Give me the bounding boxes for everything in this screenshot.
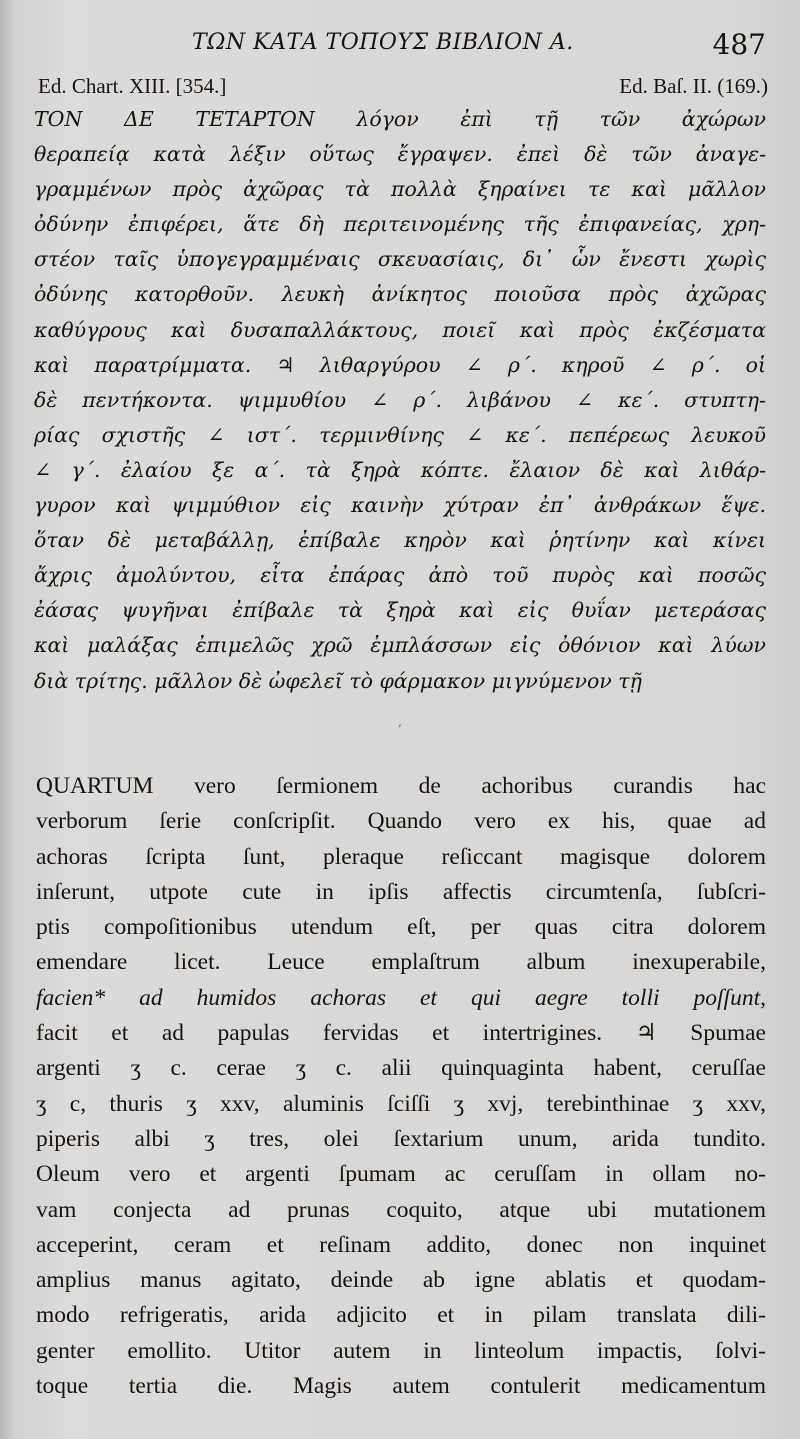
greek-line: ΤΟΝ ΔΕ ΤΕΤΑΡΤΟΝ λόγον ἐπὶ τῇ τῶν ἀχώρων (34, 107, 766, 131)
greek-line: ρίας σχιστῆς ∠ ιστ΄. τερμινθίνης ∠ κε΄. πεπέρεως λευκοῦ (34, 422, 766, 447)
greek-line: ὀδύνης κατορθοῦν. λευκὴ ἀνίκητος ποιοῦσα πρὸς ἀχῶρας (34, 282, 766, 307)
page-number: 487 (712, 28, 766, 61)
latin-line: piperis albi ʒ tres, olei ſextarium unum, arida tundito. (36, 1125, 766, 1152)
latin-line: inſerunt, utpote cute in ipſis affectis circumtenſa, ſubſcri- (36, 878, 766, 905)
latin-line: QUARTUM vero ſermionem de achoribus curandis hac (36, 773, 766, 799)
greek-line: διὰ τρίτης. μᾶλλον δὲ ὠφελεῖ τὸ φάρμακον μιγνύμενον τῇ (34, 668, 642, 693)
greek-line: καθύγρους καὶ δυσαπαλλάκτους, ποιεῖ καὶ πρὸς ἐκζέσματα (34, 317, 766, 342)
latin-line: Oleum vero et argenti ſpumam ac ceruſſam in ollam no- (36, 1161, 766, 1188)
latin-line: argenti ʒ c. cerae ʒ c. alii quinquaginta habent, ceruſſae (36, 1055, 766, 1082)
latin-line: facien* ad humidos achoras et qui aegre tolli poſſunt, (36, 984, 766, 1011)
greek-line: θεραπείᾳ κατὰ λέξιν οὕτως ἔγραψεν. ἐπεὶ δὲ τῶν ἀναγε- (34, 142, 766, 167)
greek-line: γυρον καὶ ψιμμύθιον εἰς καινὴν χύτραν ἐπ᾽ ἀνθράκων ἕψε. (34, 493, 766, 518)
greek-text-block (34, 102, 766, 699)
edition-reference-left: Ed. Chart. XIII. [354.] (38, 74, 227, 98)
latin-line: vam conjecta ad prunas coquito, atque ubi mutationem (36, 1196, 766, 1223)
greek-line: ὅταν δὲ μεταβάλλῃ, ἐπίβαλε κηρὸν καὶ ῥητίνην καὶ κίνει (34, 528, 766, 553)
latin-line: toque tertia die. Magis autem contulerit medicamentum (36, 1373, 766, 1400)
latin-line: ʒ c, thuris ʒ xxv, aluminis ſciſſi ʒ xvj, terebinthinae ʒ xxv, (36, 1090, 766, 1117)
edition-reference-line (38, 74, 768, 99)
greek-line: ἄχρις ἀμολύντου, εἶτα ἐπάρας ἀπὸ τοῦ πυρὸς καὶ ποσῶς (34, 563, 766, 588)
greek-line: ἐάσας ψυγῆναι ἐπίβαλε τὰ ξηρὰ καὶ εἰς θυΐαν μετεράσας (34, 598, 766, 623)
greek-line: καὶ μαλάξας ἐπιμελῶς χρῶ ἐμπλάσσων εἰς ὀθόνιον καὶ λύων (34, 633, 766, 658)
latin-line: amplius manus agitato, deinde ab igne ablatis et quodam- (36, 1267, 766, 1294)
edition-reference-right: Ed. Baſ. II. (169.) (619, 74, 768, 98)
latin-line: facit et ad papulas fervidas et intertrigines. ♃ Spumae (36, 1020, 766, 1047)
page-gutter-shadow (0, 0, 14, 1439)
greek-line: ὀδύνην ἐπιφέρει, ἅτε δὴ περιτεινομένης τῆς ἐπιφανείας, χρη- (34, 212, 766, 237)
greek-line: ∠ γ΄. ἐλαίου ξε α΄. τὰ ξηρὰ κόπτε. ἔλαιον δὲ καὶ λιθάρ- (34, 457, 766, 482)
latin-line: emendare licet. Leuce emplaſtrum album inexuperabile, (36, 949, 766, 976)
section-divider-mark: , (398, 715, 402, 729)
greek-line: στέον ταῖς ὑπογεγραμμέναις σκευασίαις, δι᾽ ὧν ἔνεστι χωρὶς (34, 247, 766, 272)
latin-line: ptis compoſitionibus utendum eſt, per quas citra dolorem (36, 914, 766, 941)
latin-line: modo refrigeratis, arida adjicito et in pilam translata dili- (36, 1302, 766, 1329)
greek-line: γραμμένων πρὸς ἀχῶρας τὰ πολλὰ ξηραίνει τε καὶ μᾶλλον (34, 177, 766, 202)
latin-line: achoras ſcripta ſunt, pleraque reſiccant magisque dolorem (36, 843, 766, 870)
latin-line: acceperint, ceram et reſinam addito, donec non inquinet (36, 1231, 766, 1258)
running-head: ΤΩΝ ΚΑΤΑ ΤΟΠΟΥΣ ΒΙΒΛΙΟΝ Α. (192, 30, 574, 55)
greek-line: δὲ πεντήκοντα. ψιμμυθίου ∠ ρ΄. λιβάνου ∠ κε΄. στυπτη- (34, 387, 766, 412)
latin-line: verborum ſerie conſcripſit. Quando vero ex his, quae ad (36, 808, 766, 835)
greek-line: καὶ παρατρίμματα. ♃ λιθαργύρου ∠ ρ΄. κηροῦ ∠ ρ΄. οἱ (34, 352, 766, 377)
latin-line: genter emollito. Utitor autem in linteolum impactis, ſolvi- (36, 1337, 766, 1364)
latin-text-block (36, 769, 766, 1404)
